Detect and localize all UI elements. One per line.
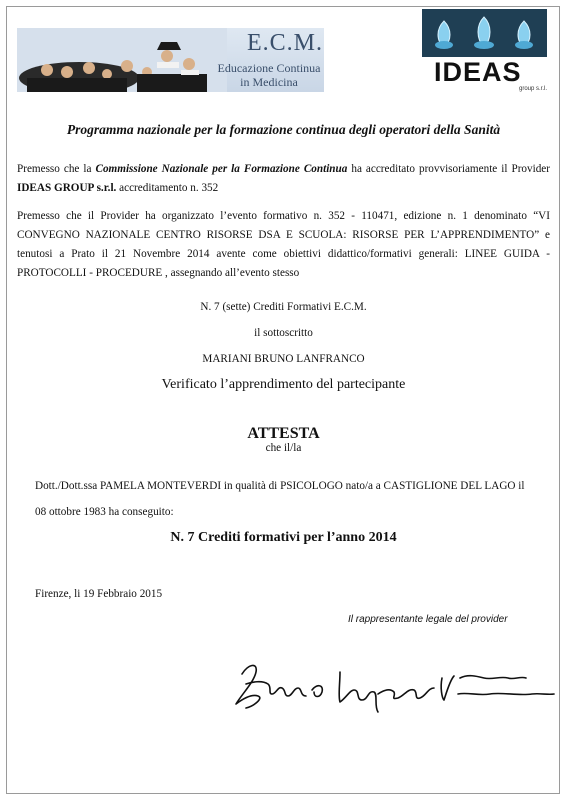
credits-result: N. 7 Crediti formativi per l’anno 2014	[170, 530, 397, 545]
p1-pre: Premesso che la	[17, 163, 96, 175]
people-group-illustration	[17, 28, 227, 92]
ideas-wordmark: IDEAS	[434, 57, 522, 87]
ecm-title: E.C.M.	[247, 30, 324, 56]
p1-mid: ha accreditato provvisoriamente il Provider	[347, 163, 551, 175]
credits-line: N. 7 (sette) Crediti Formativi E.C.M.	[200, 301, 367, 313]
commission-name: Commissione Nazionale per la Formazione Continua	[95, 163, 348, 175]
participant-line: Dott./Dott.ssa PAMELA MONTEVERDI in qualità di PSICOLOGO nato/a a CASTIGLIONE DEL LAGO il	[35, 480, 525, 492]
flower-bud-icons	[422, 9, 547, 57]
attesta-title: ATTESTA	[247, 425, 320, 442]
undersigned-label: il sottoscritto	[254, 327, 313, 339]
verified-statement: Verificato l’apprendimento del partecipante	[161, 377, 406, 392]
handwritten-signature	[228, 654, 558, 716]
ideas-subtitle: group s.r.l.	[518, 86, 547, 92]
ecm-subtitle	[213, 61, 324, 89]
ecm-logo-banner	[17, 28, 324, 92]
birth-line: 08 ottobre 1983 ha conseguito:	[35, 506, 174, 518]
signature-caption: Il rappresentante legale del provider	[348, 614, 508, 625]
ecm-subtitle-line-2: in Medicina	[240, 75, 298, 89]
ecm-subtitle-line-1: Educazione Continua	[217, 61, 321, 75]
premise-paragraph-2: Premesso che il Provider ha organizzato l’evento formativo n. 352 - 110471, edizione n. 1 denominato “VI CONVEGNO NAZIONALE CENTRO RISORSE DSA E SCUOLA: RISORSE PER L’APPRENDIMENTO” e tenutosi a Prato il 21 Novembre 2014 avente come obiettivi didattico/formativi generali: LINEE GUIDA - PROTOCOLLI - PROCEDURE , assegnando all’evento stesso	[17, 210, 550, 279]
p1-post: accreditamento n. 352	[116, 182, 219, 194]
signer-name: MARIANI BRUNO LANFRANCO	[202, 353, 365, 365]
provider-name: IDEAS GROUP s.r.l.	[17, 182, 117, 194]
program-heading: Programma nazionale per la formazione continua degli operatori della Sanità	[66, 122, 501, 137]
ideas-group-logo	[422, 9, 547, 92]
place-date: Firenze, li 19 Febbraio 2015	[35, 588, 163, 600]
che-label: che il/la	[265, 442, 302, 454]
premise-paragraph-1	[17, 160, 550, 198]
